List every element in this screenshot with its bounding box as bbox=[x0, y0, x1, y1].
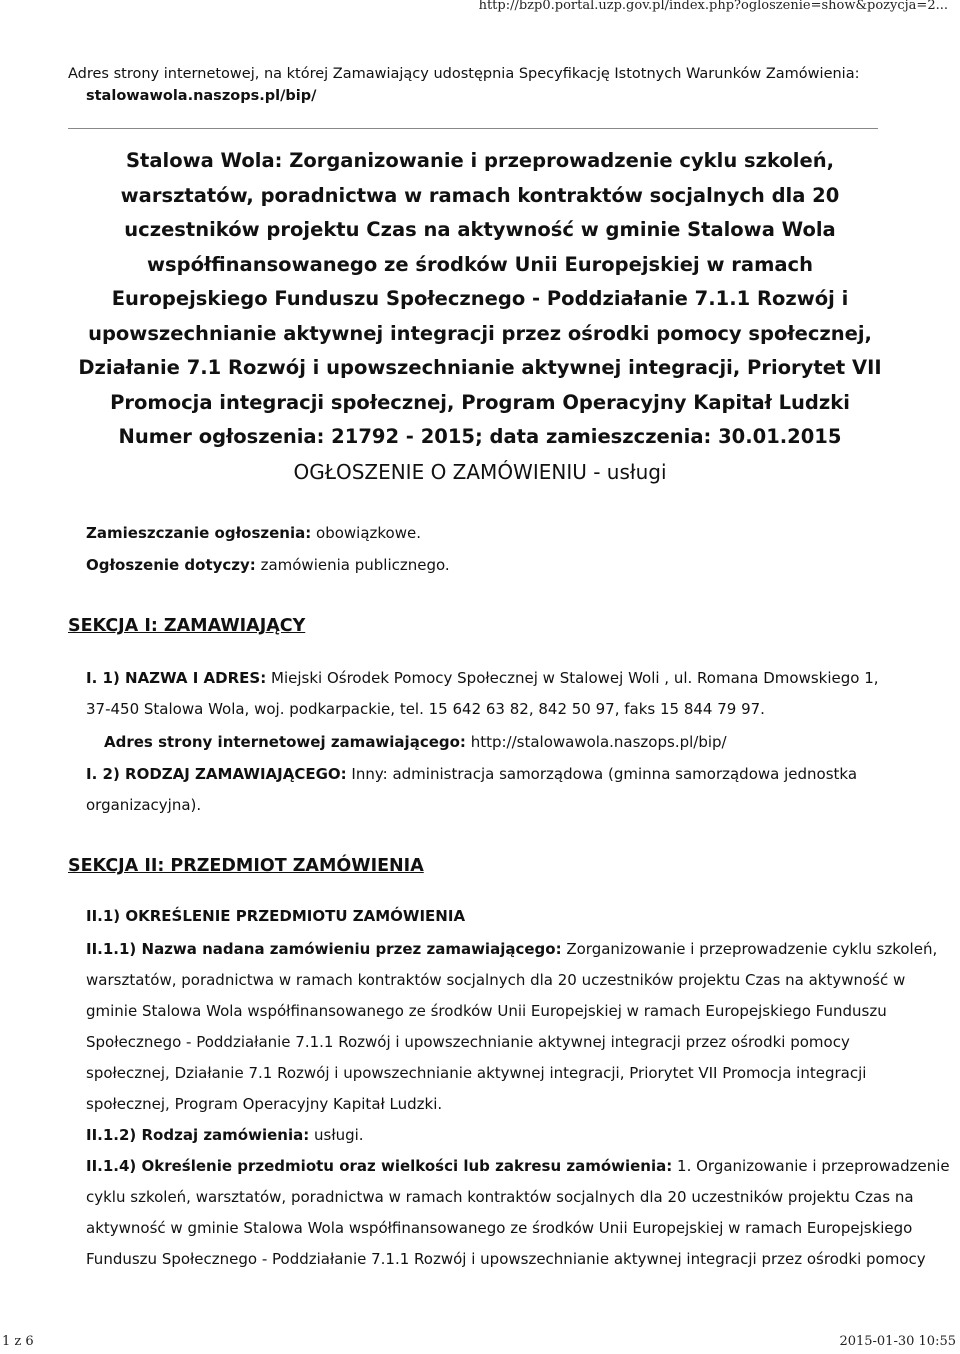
siwz-address-label: Adres strony internetowej, na której Zamawiający udostępnia Specyfikację Istotnych Warunków Zamówienia: bbox=[68, 66, 860, 82]
concerns-value: zamówienia publicznego. bbox=[255, 556, 450, 574]
type-value: Inny: administracja samorządowa (gminna samorządowa jednostka bbox=[346, 765, 858, 783]
order-kind-value: usługi. bbox=[309, 1126, 364, 1144]
order-name-value-cont: Społecznego - Poddziałanie 7.1.1 Rozwój i upowszechnianie aktywnej integracji przez ośrodki pomocy bbox=[86, 1033, 850, 1051]
order-name bbox=[86, 934, 950, 1275]
placement-label: Zamieszczanie ogłoszenia: bbox=[86, 524, 312, 542]
concerns-label: Ogłoszenie dotyczy: bbox=[86, 556, 256, 574]
order-name-value: Zorganizowanie i przeprowadzenie cyklu szkoleń, bbox=[561, 940, 938, 958]
section-2-subheading: II.1) OKREŚLENIE PRZEDMIOTU ZAMÓWIENIA bbox=[86, 907, 466, 925]
concerns-row bbox=[86, 556, 450, 574]
title-line: Stalowa Wola: Zorganizowanie i przeprowadzenie cyklu szkoleń, bbox=[125, 149, 835, 172]
order-name-value-cont: gminie Stalowa Wola współfinansowanego ze środków Unii Europejskiej w ramach Europejskiego Funduszu bbox=[86, 1002, 887, 1020]
order-scope-value-cont: Funduszu Społecznego - Poddziałanie 7.1.1 Rozwój i upowszechnianie aktywnej integracji przez ośrodki pomocy bbox=[86, 1250, 926, 1268]
title-line: uczestników projektu Czas na aktywność w gminie Stalowa Wola bbox=[124, 218, 836, 241]
order-scope-value: 1. Organizowanie i przeprowadzenie bbox=[672, 1157, 950, 1175]
order-name-value-cont: społecznej, Działanie 7.1 Rozwój i upowszechnianie aktywnej integracji, Priorytet VII Promocja integracji bbox=[86, 1064, 867, 1082]
order-kind-label: II.1.2) Rodzaj zamówienia: bbox=[86, 1126, 310, 1144]
title-line: Promocja integracji społecznej, Program Operacyjny Kapitał Ludzki bbox=[110, 390, 850, 414]
title-line: Działanie 7.1 Rozwój i upowszechnianie aktywnej integracji, Priorytet VII bbox=[78, 356, 882, 379]
title-line: warsztatów, poradnictwa w ramach kontraktów socjalnych dla 20 bbox=[120, 183, 840, 207]
section-1-name-address bbox=[86, 663, 896, 725]
notice-type: OGŁOSZENIE O ZAMÓWIENIU - usługi bbox=[293, 459, 667, 484]
website-label: Adres strony internetowej zamawiającego: bbox=[104, 733, 466, 751]
order-scope-label: II.1.4) Określenie przedmiotu oraz wielkości lub zakresu zamówienia: bbox=[86, 1157, 673, 1175]
placement-row bbox=[86, 524, 421, 542]
order-scope-value-cont: cyklu szkoleń, warsztatów, poradnictwa w ramach kontraktów socjalnych dla 20 uczestników projektu Czas na bbox=[86, 1188, 914, 1206]
title-line: Europejskiego Funduszu Społecznego - Poddziałanie 7.1.1 Rozwój i bbox=[111, 287, 849, 310]
type-value-cont: organizacyjna). bbox=[86, 796, 202, 814]
order-scope-value-cont: aktywność w gminie Stalowa Wola współfinansowanego ze środków Unii Europejskiej w ramach Europejskiego bbox=[86, 1219, 913, 1237]
order-name-label: II.1.1) Nazwa nadana zamówieniu przez zamawiającego: bbox=[86, 940, 562, 958]
siwz-address-link[interactable]: stalowawola.naszops.pl/bip/ bbox=[86, 88, 317, 104]
website-row bbox=[104, 733, 727, 751]
name-address-value: Miejski Ośrodek Pomocy Społecznej w Stalowej Woli , ul. Romana Dmowskiego 1, bbox=[266, 669, 879, 687]
name-address-label: I. 1) NAZWA I ADRES: bbox=[86, 669, 267, 687]
notice-title bbox=[60, 144, 900, 489]
order-name-value-cont: warsztatów, poradnictwa w ramach kontraktów socjalnych dla 20 uczestników projektu Czas na aktywność w bbox=[86, 971, 906, 989]
notice-number-line: Numer ogłoszenia: 21792 - 2015; data zamieszczenia: 30.01.2015 bbox=[118, 425, 842, 448]
section-1-heading: SEKCJA I: ZAMAWIAJĄCY bbox=[68, 616, 306, 636]
section-1-type bbox=[86, 759, 896, 821]
name-address-value-cont: 37-450 Stalowa Wola, woj. podkarpackie, tel. 15 642 63 82, 842 50 97, faks 15 844 79 97. bbox=[86, 700, 765, 718]
print-datetime: 2015-01-30 10:55 bbox=[839, 1334, 956, 1349]
print-header-url: http://bzp0.portal.uzp.gov.pl/index.php?ogloszenie=show&pozycja=2... bbox=[478, 0, 948, 13]
page-number: 1 z 6 bbox=[2, 1334, 34, 1349]
placement-value: obowiązkowe. bbox=[311, 524, 421, 542]
website-link[interactable]: http://stalowawola.naszops.pl/bip/ bbox=[465, 733, 727, 751]
title-line: upowszechnianie aktywnej integracji przez ośrodki pomocy społecznej, bbox=[88, 321, 872, 345]
title-line: współfinansowanego ze środków Unii Europejskiej w ramach bbox=[146, 252, 814, 276]
section-2-heading: SEKCJA II: PRZEDMIOT ZAMÓWIENIA bbox=[68, 856, 424, 876]
header-separator bbox=[68, 128, 878, 129]
order-name-value-cont: społecznej, Program Operacyjny Kapitał Ludzki. bbox=[86, 1095, 443, 1113]
type-label: I. 2) RODZAJ ZAMAWIAJĄCEGO: bbox=[86, 765, 347, 783]
